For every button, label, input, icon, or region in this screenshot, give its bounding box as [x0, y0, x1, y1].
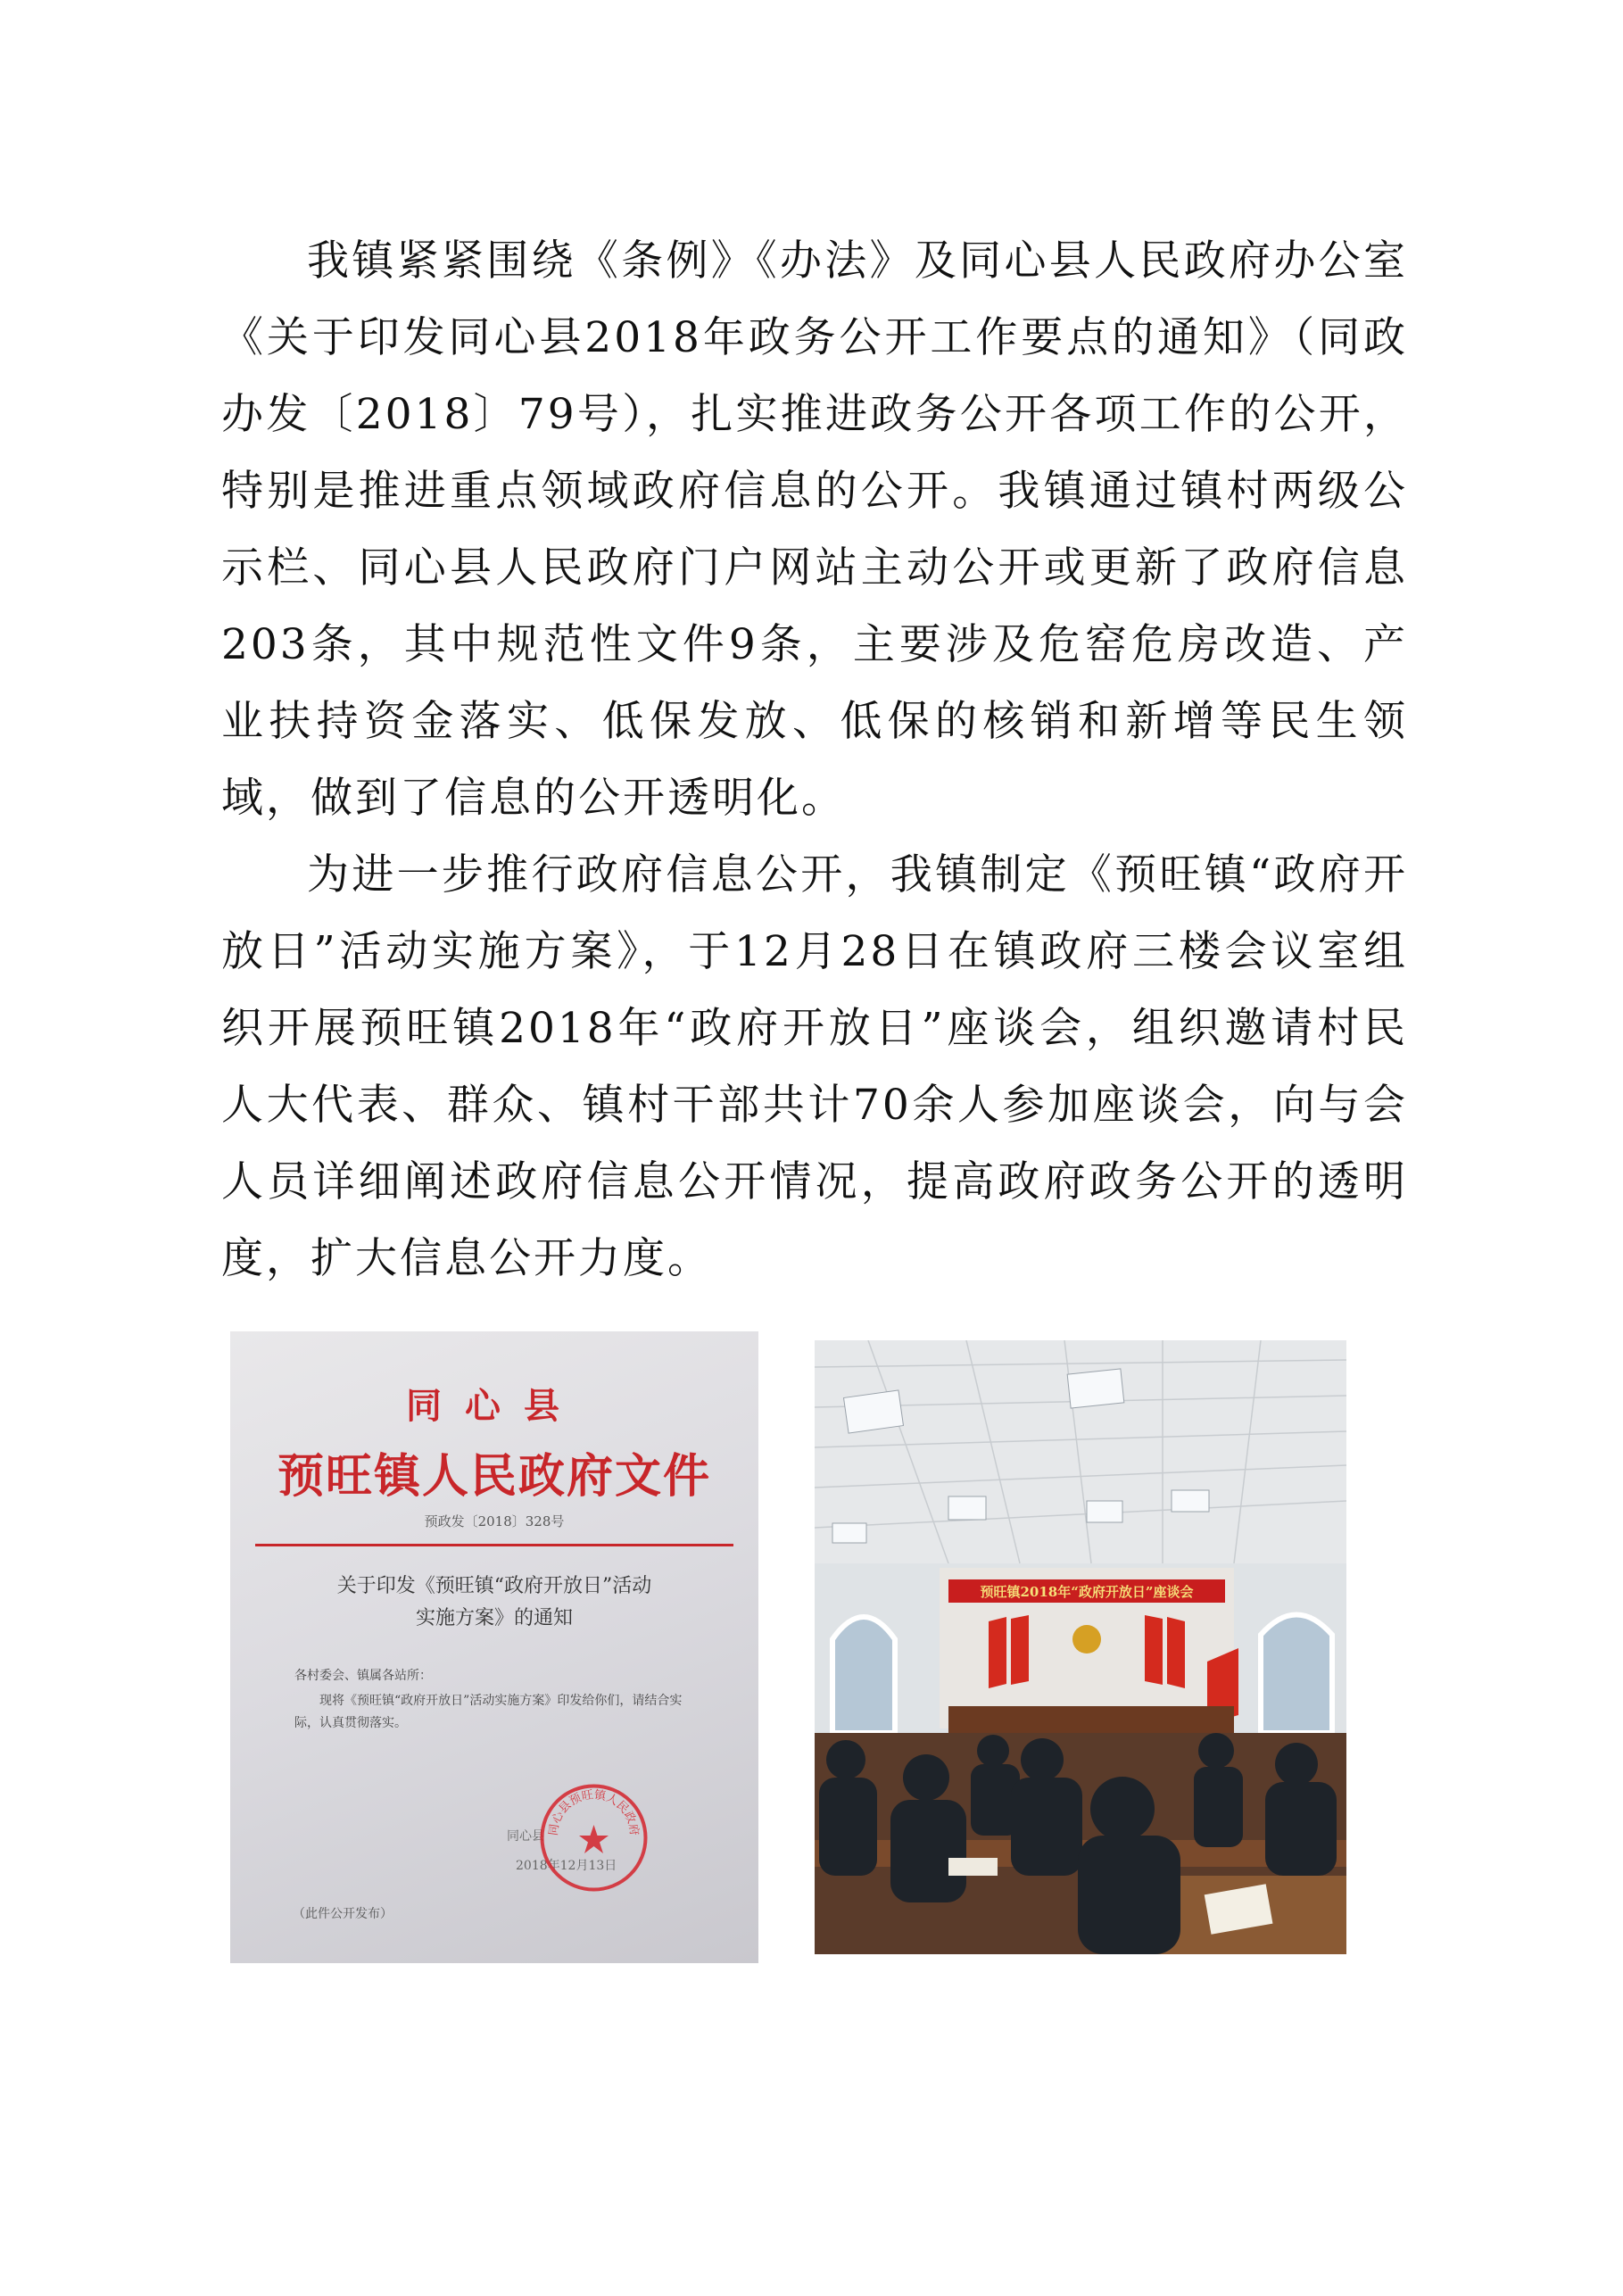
- ceiling-light-icon: [1087, 1501, 1122, 1522]
- meeting-photo: [815, 1340, 1346, 1954]
- ceiling-light-icon: [948, 1496, 986, 1520]
- seal-text: 同心县预旺镇人民政府: [547, 1788, 641, 1836]
- ceiling-light-icon: [1172, 1490, 1209, 1512]
- official-seal-icon: [538, 1782, 650, 1894]
- ceiling-light-icon: [1067, 1369, 1124, 1408]
- banner-text: 预旺镇2018年“政府开放日”座谈会: [980, 1584, 1194, 1600]
- document-signature: 同心县: [507, 1829, 544, 1844]
- document-recipients: 各村委会、镇属各站所：: [294, 1669, 432, 1683]
- meeting-room-scene: [815, 1340, 1346, 1954]
- document-county: 同心县: [406, 1385, 583, 1427]
- ceiling-light-icon: [844, 1390, 904, 1433]
- red-divider: [255, 1544, 733, 1546]
- document-photo: [230, 1331, 758, 1963]
- article-body: [221, 223, 1408, 1297]
- emblem-icon: [1072, 1625, 1101, 1654]
- paragraph: 我镇紧紧围绕《条例》《办法》及同心县人民政府办公室《关于印发同心县2018年政务公开工作要点的通知》（同政办发〔2018〕79号），扎实推进政务公开各项工作的公开，特别是推进重点领域政府信息的公开。我镇通过镇村两级公示栏、同心县人民政府门户网站主动公开或更新了政府信息203条，其中规范性文件9条，主要涉及危窑危房改造、产业扶持资金落实、低保发放、低保的核销和新增等民生领域，做到了信息的公开透明化。: [221, 236, 1408, 823]
- document-authority: 预旺镇人民政府文件: [277, 1449, 711, 1504]
- document-release-note: （此件公开发布）: [293, 1907, 393, 1921]
- ceiling-light-icon: [832, 1523, 866, 1543]
- document-subject: 关于印发《预旺镇“政府开放日”活动实施方案》的通知: [336, 1575, 652, 1629]
- document-date: 2018年12月13日: [516, 1859, 617, 1873]
- document-body: 现将《预旺镇“政府开放日”活动实施方案》印发给你们，请结合实际，认真贯彻落实。: [294, 1694, 683, 1730]
- document-number: 预政发〔2018〕328号: [424, 1513, 565, 1529]
- paragraph: 为进一步推行政府信息公开，我镇制定《预旺镇“政府开放日”活动实施方案》，于12月28日在镇政府三楼会议室组织开展预旺镇2018年“政府开放日”座谈会，组织邀请村民人大代表、群众、镇村干部共计70余人参加座谈会，向与会人员详细阐述政府信息公开情况，提高政府政务公开的透明度，扩大信息公开力度。: [221, 850, 1408, 1283]
